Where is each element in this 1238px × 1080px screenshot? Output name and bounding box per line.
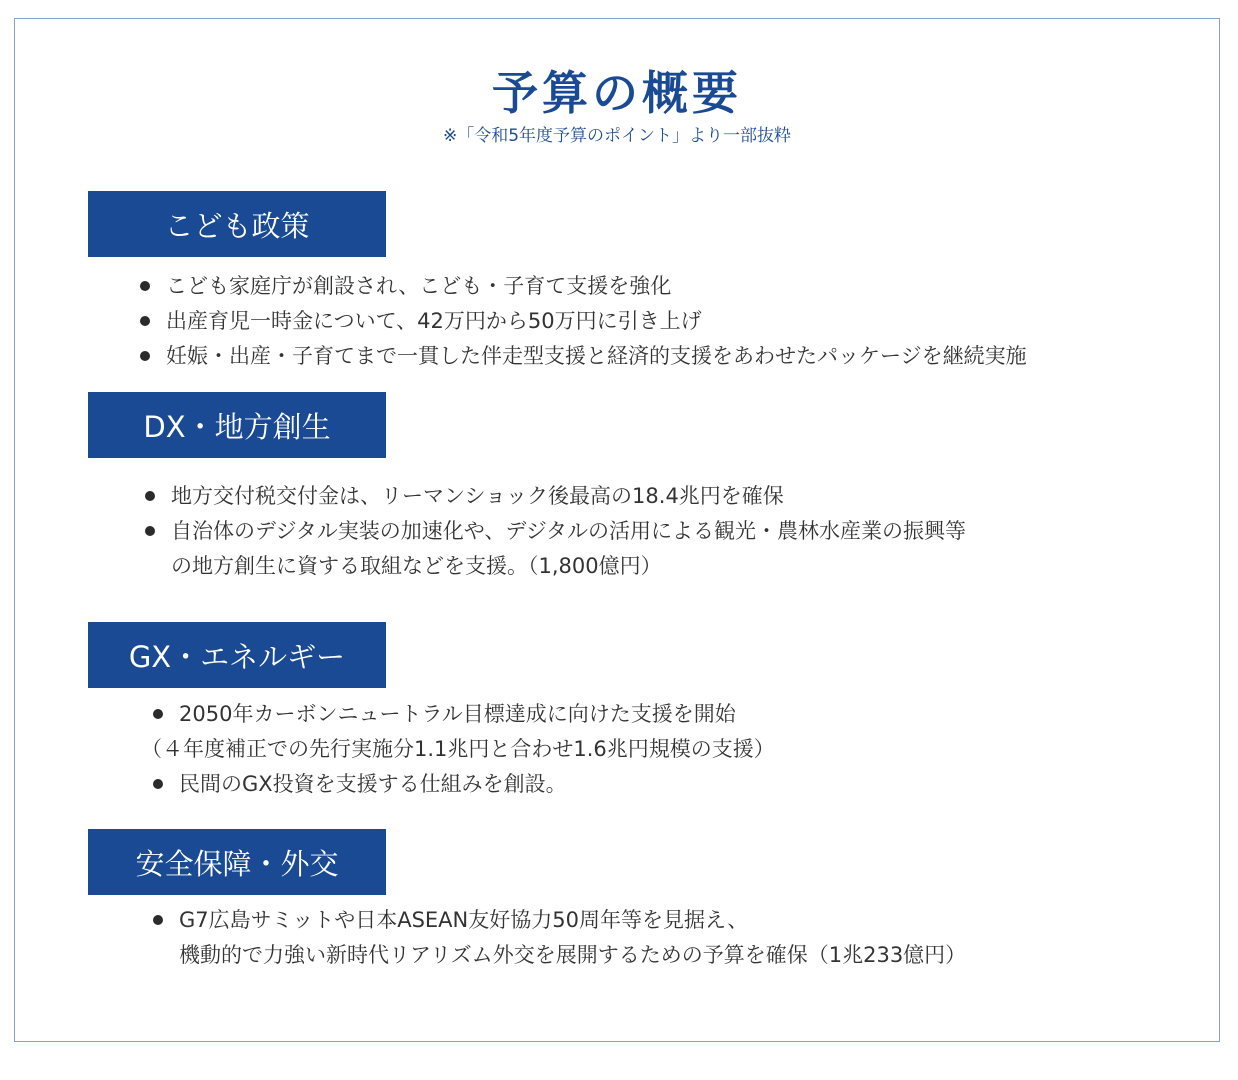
list-item-text: 地方交付税交付金は、リーマンショック後最高の18.4兆円を確保 (171, 484, 784, 508)
page-title: 予算の概要 (492, 66, 742, 120)
section-list-security-diplomacy (151, 903, 966, 973)
section-header-gx-energy: GX・エネルギー (88, 622, 386, 688)
section-header-security-diplomacy: 安全保障・外交 (88, 829, 386, 895)
list-item (151, 767, 775, 802)
list-item-text: 妊娠・出産・子育てまで一貫した伴走型支援と経済的支援をあわせたパッケージを継続実施 (166, 344, 1027, 368)
list-item-text: G7広島サミットや日本ASEAN友好協力50周年等を見据え、 (179, 908, 749, 932)
list-item-text: 自治体のデジタル実装の加速化や、デジタルの活用による観光・農林水産業の振興等 (171, 519, 967, 543)
section-list-gx-energy (141, 697, 775, 802)
page-subtitle: ※「令和5年度予算のポイント」より一部抜粋 (442, 126, 792, 146)
list-item (138, 339, 1027, 374)
bullet-icon (140, 316, 150, 326)
bullet-icon (145, 491, 155, 501)
list-item (151, 903, 966, 973)
section-list-dx-regional (143, 479, 966, 584)
list-item-text-continued: 機動的で力強い新時代リアリズム外交を展開するための予算を確保（1兆233億円） (179, 943, 967, 967)
bullet-icon (153, 779, 163, 789)
bullet-icon (153, 709, 163, 719)
list-item (138, 304, 1027, 339)
list-item (138, 269, 1027, 304)
bullet-icon (153, 915, 163, 925)
list-item-text: こども家庭庁が創設され、こども・子育て支援を強化 (166, 274, 672, 298)
list-item-note: （４年度補正での先行実施分1.1兆円と合わせ1.6兆円規模の支援） (141, 737, 775, 761)
bullet-icon (140, 351, 150, 361)
list-item-text: 出産育児一時金について、42万円から50万円に引き上げ (166, 309, 702, 333)
list-item (143, 479, 966, 514)
list-item-text: 民間のGX投資を支援する仕組みを創設。 (179, 772, 567, 796)
list-item (143, 514, 966, 584)
list-item-text: 2050年カーボンニュートラル目標達成に向けた支援を開始 (179, 702, 736, 726)
section-list-children-policy (138, 269, 1027, 374)
bullet-icon (145, 526, 155, 536)
bullet-icon (140, 281, 150, 291)
list-item (151, 697, 775, 732)
section-header-dx-regional: DX・地方創生 (88, 392, 386, 458)
list-item-text-continued: の地方創生に資する取組などを支援。（1,800億円） (171, 554, 662, 578)
section-header-children-policy: こども政策 (88, 191, 386, 257)
summary-panel (14, 18, 1220, 1042)
